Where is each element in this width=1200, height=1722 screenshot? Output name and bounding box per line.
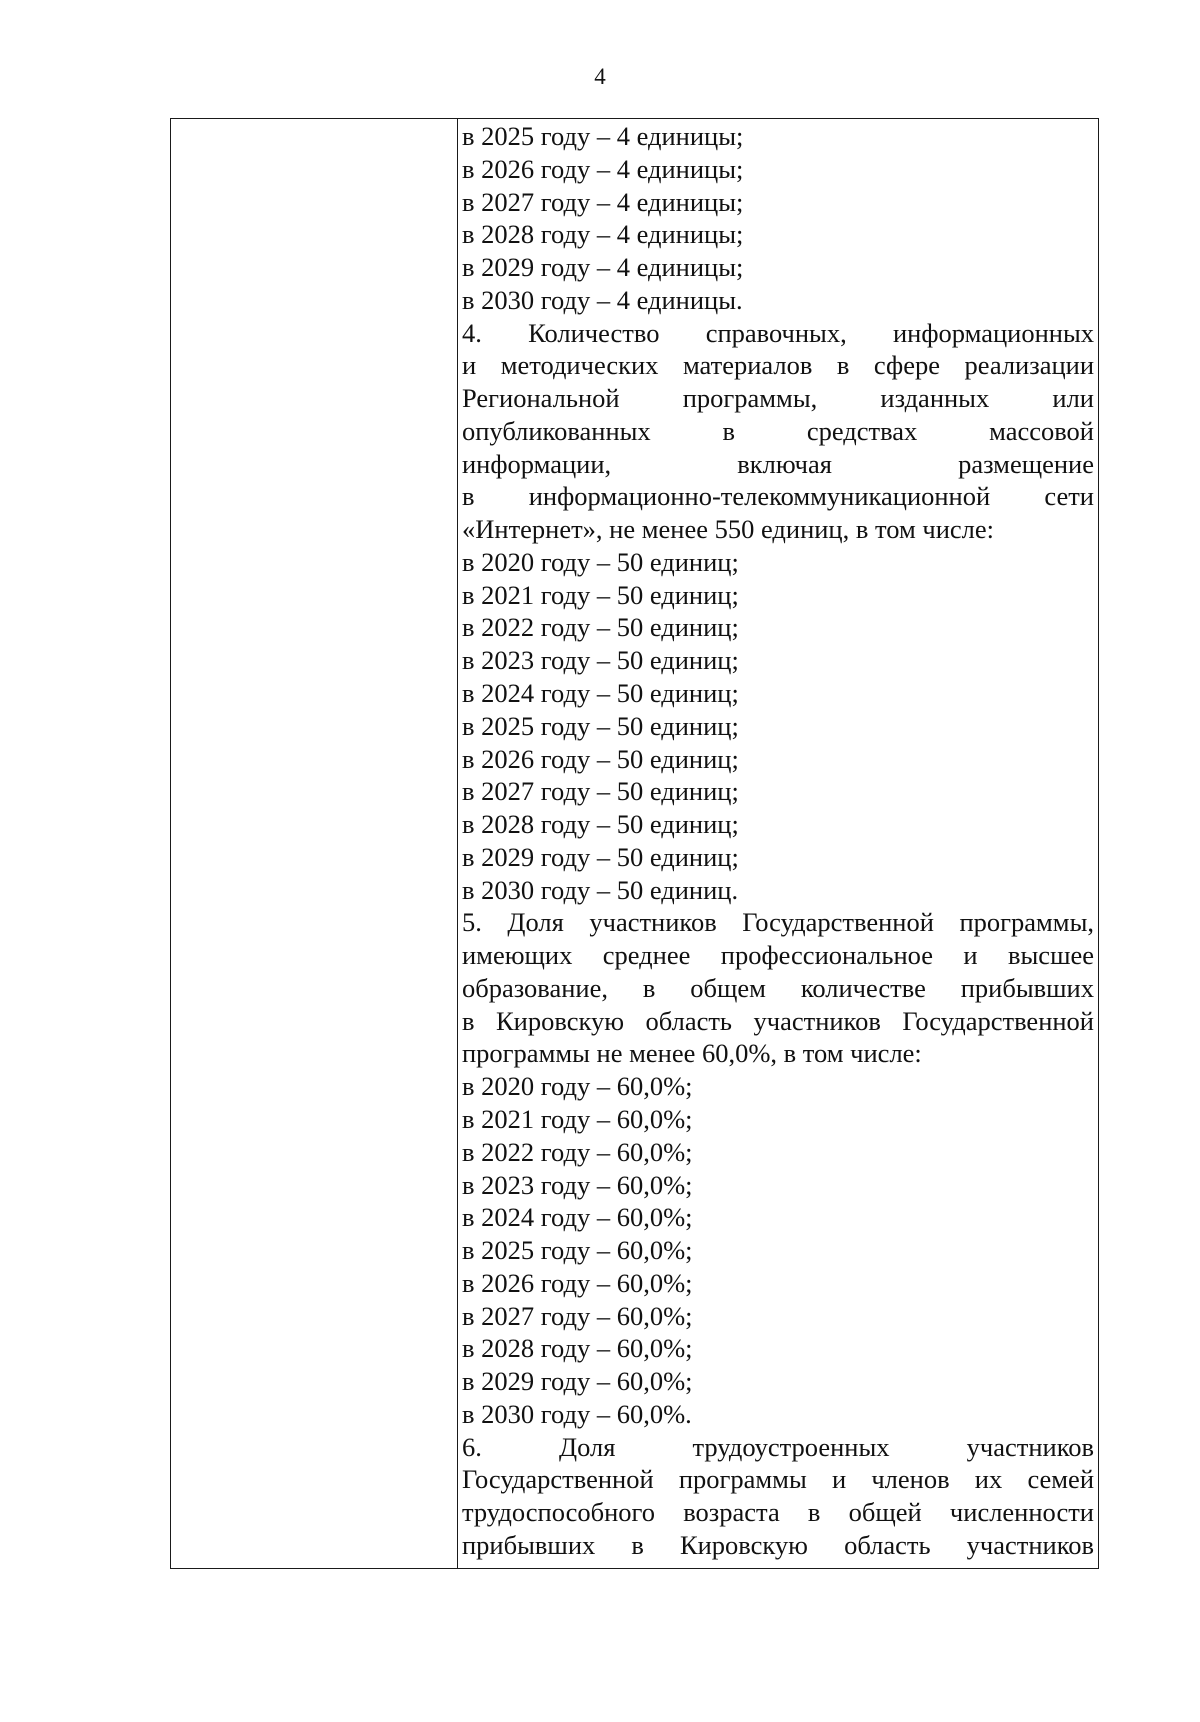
text-line: трудоспособного возраста в общей численности [462, 1497, 1094, 1528]
text-line: в 2026 году – 60,0%; [462, 1267, 693, 1298]
text-line: имеющих среднее профессиональное и высшее [462, 940, 1094, 971]
text-line: в 2029 году – 4 единицы; [462, 252, 744, 283]
text-line: Государственной программы и членов их семей [462, 1464, 1094, 1495]
text-line: в 2028 году – 60,0%; [462, 1333, 693, 1364]
text-line: в 2028 году – 50 единиц; [462, 809, 739, 840]
text-line: в 2024 году – 50 единиц; [462, 678, 739, 709]
document-table [170, 118, 1099, 1569]
text-line: программы не менее 60,0%, в том числе: [462, 1038, 922, 1069]
text-line: 4. Количество справочных, информационных [462, 317, 1094, 348]
text-line: в 2021 году – 50 единиц; [462, 579, 739, 610]
text-line: в 2027 году – 4 единицы; [462, 186, 744, 217]
text-line: в 2030 году – 60,0%. [462, 1398, 692, 1429]
text-line: в 2027 году – 60,0%; [462, 1300, 693, 1331]
text-line: в 2030 году – 4 единицы. [462, 284, 743, 315]
page-number: 4 [594, 64, 606, 89]
text-line: в 2030 году – 50 единиц. [462, 874, 739, 905]
text-line: в 2023 году – 60,0%; [462, 1169, 693, 1200]
text-line: «Интернет», не менее 550 единиц, в том числе: [462, 514, 994, 545]
text-line: в 2025 году – 60,0%; [462, 1235, 693, 1266]
text-line: в 2028 году – 4 единицы; [462, 219, 744, 250]
text-line: и методических материалов в сфере реализации [462, 350, 1094, 381]
text-line: в 2029 году – 60,0%; [462, 1366, 693, 1397]
text-line: в Кировскую область участников Государственной [462, 1005, 1094, 1036]
text-line: 5. Доля участников Государственной программы, [462, 907, 1094, 938]
text-line: в 2024 году – 60,0%; [462, 1202, 693, 1233]
text-line: в 2020 году – 50 единиц; [462, 546, 739, 577]
text-line: в 2022 году – 50 единиц; [462, 612, 739, 643]
text-line: в 2025 году – 4 единицы; [462, 121, 744, 151]
text-line: 6. Доля трудоустроенных участников [462, 1431, 1094, 1462]
text-line: в 2020 году – 60,0%; [462, 1071, 693, 1102]
text-line: в 2029 году – 50 единиц; [462, 841, 739, 872]
text-line: в 2023 году – 50 единиц; [462, 645, 739, 676]
text-line: в 2026 году – 50 единиц; [462, 743, 739, 774]
text-line: опубликованных в средствах массовой [462, 415, 1094, 446]
text-line: в информационно-телекоммуникационной сети [462, 481, 1094, 512]
text-line: Региональной программы, изданных или [462, 383, 1094, 414]
text-line: в 2021 году – 60,0%; [462, 1103, 693, 1134]
text-line: образование, в общем количестве прибывших [462, 972, 1094, 1003]
table-right-cell [462, 120, 1094, 1569]
text-line: в 2025 году – 50 единиц; [462, 710, 739, 741]
text-line: информации, включая размещение [462, 448, 1094, 479]
text-line: в 2026 году – 4 единицы; [462, 153, 744, 184]
table-left-cell [171, 119, 458, 1568]
text-line: в 2022 году – 60,0%; [462, 1136, 693, 1167]
text-line: прибывших в Кировскую область участников [462, 1529, 1094, 1560]
text-line: в 2027 году – 50 единиц; [462, 776, 739, 807]
